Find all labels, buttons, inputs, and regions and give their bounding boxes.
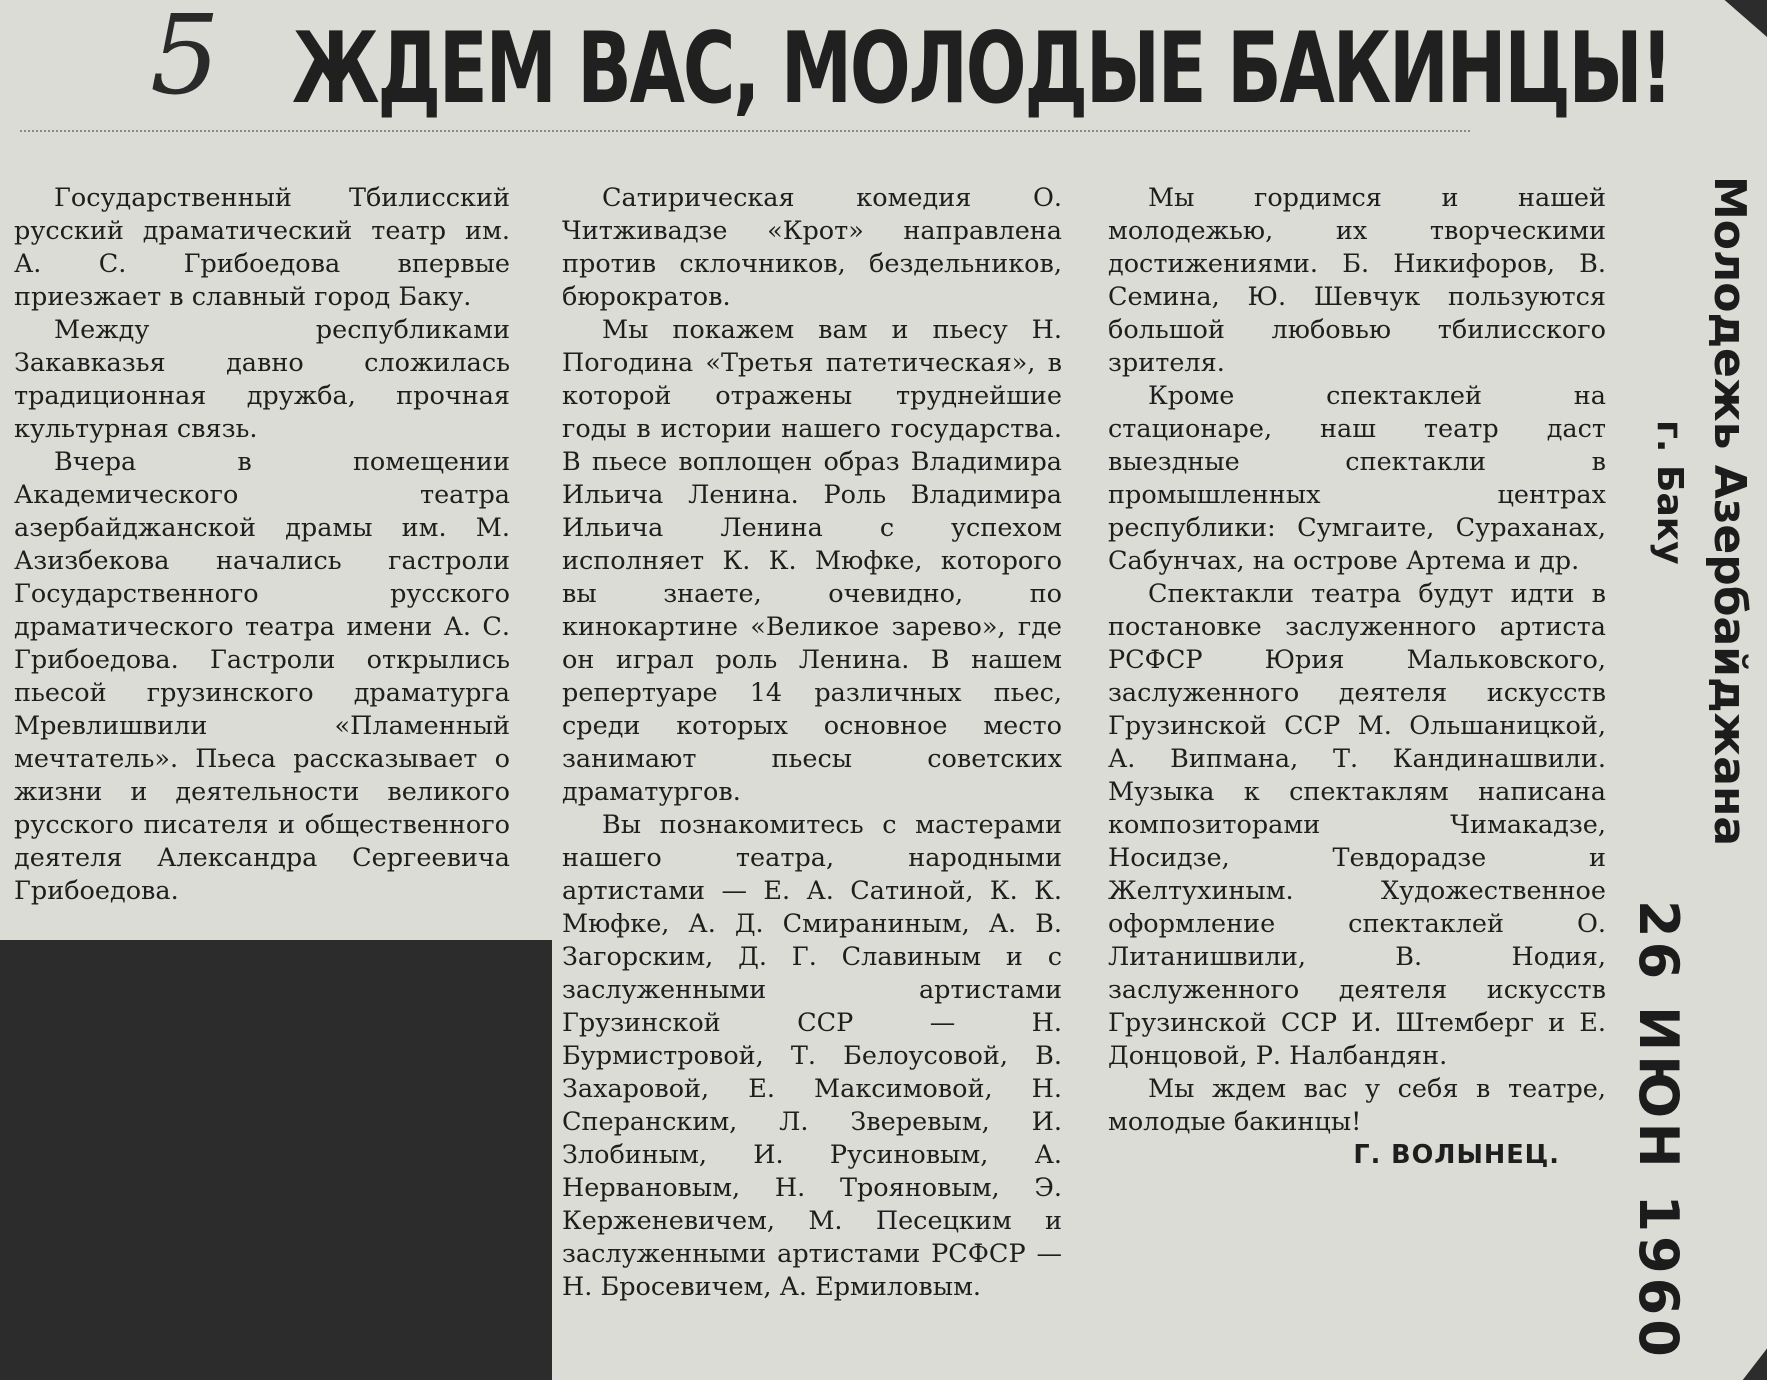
paragraph: Государственный Тбилисский русский драматический театр им. А. С. Грибоедова впервые приезжает в славный город Баку. — [14, 183, 510, 312]
stamp-city: г. Баку — [1649, 420, 1690, 565]
paragraph: Мы ждем вас у себя в театре, молодые бакинцы! — [1108, 1074, 1606, 1137]
article-column-2 — [562, 182, 1062, 1304]
paragraph: Сатирическая комедия О. Читживадзе «Крот» направлена против склочников, бездельников, бюрократов. — [562, 183, 1062, 312]
headline: ЖДЕМ ВАС, МОЛОДЫЕ БАКИНЦЫ! — [292, 12, 1671, 126]
paragraph: Мы гордимся и нашей молодежью, их творческими достижениями. Б. Никифоров, В. Семина, Ю. Шевчук пользуются большой любовью тбилисского зрителя. — [1108, 183, 1606, 378]
article-column-1 — [14, 182, 510, 908]
stamp-newspaper-name: Молодежь Азербайджана — [1704, 176, 1755, 847]
paragraph: Кроме спектаклей на стационаре, наш театр даст выездные спектакли в промышленных центрах республики: Сумгаите, Сураханах, Сабунчах, на острове Артема и др. — [1108, 381, 1606, 576]
paragraph: Между республиками Закавказья давно сложилась традиционная дружба, прочная культурная связь. — [14, 315, 510, 444]
article-column-3 — [1108, 182, 1606, 1172]
stamp-date: 26 ИЮН 1960 — [1627, 900, 1690, 1361]
paragraph: Вы познакомитесь с мастерами нашего театра, народными артистами — Е. А. Сатиной, К. К. Мюфке, А. Д. Смираниным, А. В. Загорским, Д. Г. Славиным и с заслуженными артистами Грузинской ССР — Н. Бурмистровой, Т. Белоусовой, В. Захаровой, Е. Максимовой, Н. Сперанским, Л. Зверевым, И. Злобиным, И. Русиновым, А. Нервановым, Н. Трояновым, Э. Керженевичем, М. Песецким и заслуженными артистами РСФСР — Н. Бросевичем, А. Ермиловым. — [562, 810, 1062, 1302]
headline-rule — [20, 130, 1470, 132]
author-signature: Г. ВОЛЫНЕЦ. — [1353, 1140, 1560, 1170]
paragraph: Спектакли театра будут идти в постановке заслуженного артиста РСФСР Юрия Мальковского, заслуженного деятеля искусств Грузинской ССР М. Ольшаницкой, А. Випмана, Т. Кандинашвили. Музыка к спектаклям написана композиторами Чимакадзе, Носидзе, Тевдорадзе и Желтухиным. Художественное оформление спектаклей О. Литанишвили, В. Нодия, заслуженного деятеля искусств Грузинской ССР И. Штемберг и Е. Донцовой, Р. Налбандян. — [1108, 579, 1606, 1071]
paragraph: Мы покажем вам и пьесу Н. Погодина «Третья патетическая», в которой отражены труднейшие годы в истории нашего государства. В пьесе воплощен образ Владимира Ильича Ленина. Роль Владимира Ильича Ленина с успехом исполняет К. К. Мюфке, которого вы знаете, очевидно, по кинокартине «Великое зарево», где он играл роль Ленина. В нашем репертуаре 14 различных пьес, среди которых основное место занимают пьесы советских драматургов. — [562, 315, 1062, 807]
paragraph: Вчера в помещении Академического театра азербайджанской драмы им. М. Азизбекова начались гастроли Государственного русского драматического театра имени А. С. Грибоедова. Гастроли открылись пьесой грузинского драматурга Мревлишвили «Пламенный мечтатель». Пьеса рассказывает о жизни и деятельности великого русского писателя и общественного деятеля Александра Сергеевича Грибоедова. — [14, 447, 510, 906]
handwritten-page-number: 5 — [150, 0, 220, 119]
